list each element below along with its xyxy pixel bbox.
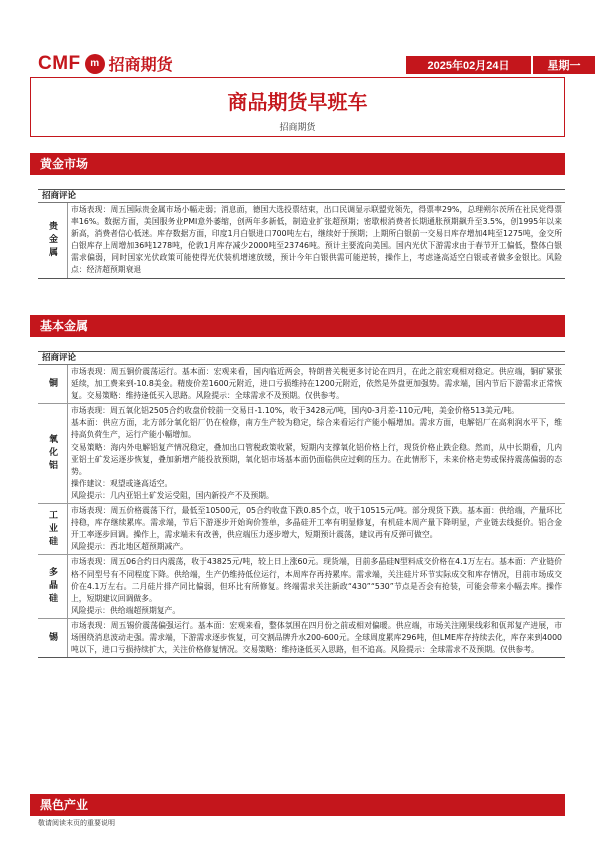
row-text: [68, 555, 565, 617]
block-header: 招商评论: [38, 352, 565, 365]
base-comment-block: [38, 351, 565, 658]
section-gold-market: 黄金市场: [30, 153, 565, 175]
paragraph: 操作建议：观望或逢高适空。: [71, 478, 173, 488]
row-name: 多晶硅: [38, 555, 68, 617]
paragraph: 市场表现：周五铜价震荡运行。基本面：宏观来看，国内临近两会，特朗普关税更多讨论在四月，在此之前宏观相对稳定。供应端，铜矿紧张延续，加工费来到-10.8美金。精废价差1600元附近，进口亏损维持在1200元附近，依然是外盘更加强势。需求端，国内节后下游需求正常恢复。交易策略：维持逢低买入思路。风险提示：全球需求不及预期。仅供参考。: [71, 367, 562, 401]
paragraph: 市场表现：周五价格震荡下行，最低至10500元，05合约收盘下跌0.85个点，收于10515元/吨。部分现货下跌。基本面：供给端，产量环比持稳，库存继续累库。需求端，节后下游逐步开始询价签单，多晶硅开工率有明显修复，有机硅本周产量下降明显，产业链去线挺价。铝合金开工率逐步回调。操作上，需求端未有改善，供应端压力逐步增大，短期预计震荡，建议再有反弹可做空。: [71, 506, 562, 540]
table-row: [38, 555, 565, 618]
page-header: [30, 48, 581, 78]
row-text: [68, 619, 565, 657]
paragraph: 市场表现：周五氧化铝2505合约收盘价较前一交易日-1.10%，收于3428元/吨，国内0-3月差-110元/吨，美金价格513美元/吨。: [71, 406, 519, 416]
paragraph: 基本面：供应方面，北方部分氧化铝厂仍在检修，南方生产较为稳定，综合来看运行产能小幅增加。需求方面，电解铝厂在高利润水平下，维持高负荷生产，运行产能小幅增加。: [71, 418, 562, 440]
logo-cn-text: 招商期货: [108, 55, 173, 74]
block-header: 招商评论: [38, 190, 565, 203]
page-subtitle: 招商期货: [279, 123, 316, 133]
row-text: [68, 365, 565, 403]
table-row: [38, 365, 565, 404]
table-row: [38, 404, 565, 504]
row-text: [68, 404, 565, 503]
report-date: 2025年02月24日: [406, 56, 531, 74]
row-name: 锡: [38, 619, 68, 657]
row-name: 贵金属: [38, 203, 68, 278]
row-text: [68, 203, 565, 278]
row-name: 工业硅: [38, 504, 68, 554]
row-name: 氧化铝: [38, 404, 68, 503]
row-text: [68, 504, 565, 554]
paragraph: 风险提示：几内亚铝土矿发运受阻，国内新投产不及预期。: [71, 490, 274, 500]
paragraph: 市场表现：周五06合约日内震荡，收于43825元/吨，较上日上涨60元。现货端，目前多晶硅N型料成交价格在4.1万左右。基本面：产业链价格不同型号有不同程度下降。供给端，生产仍维持低位运行，本周库存再持累库。需求端，关注硅片环节实际成交和库存情况，目前市场成交价在4.1万左右。二月硅片排产同比偏弱，但环比有所修复。终端需求关注新政“430”“530”节点是否会有抢装，可能会带来小幅去库。操作上，短期建议回调做多。: [71, 557, 562, 603]
page-title: 商品期货早班车: [227, 90, 368, 114]
paragraph: 风险提示：西北地区超预期减产。: [71, 542, 188, 552]
logo-mark-icon: m: [85, 54, 105, 74]
paragraph: 市场表现：周五国际贵金属市场小幅走弱；消息面，德国大选投票结束，出口民调显示联盟党领先，得票率29%，总理朔尔茨所在社民党得票率16%。数据方面，美国服务业PMI意外萎缩，创两年多新低，制造业扩张超预期；密歇根消费者长期通胀预期飙升至3.5%，创1995年以来新高，消费者信心低迷。库存数据方面，印度1月白银进口700吨左右，继续好于预期；上期所白银前一交易日库存增加4吨至1275吨，金交所白银库存上周增加36吨1278吨，伦敦1月库存减少2000吨至23746吨。预计主要流向美国。国内光伏下游需求由于春节开工偏低，整体白银需求偏弱，同时国家光伏政策可能使得光伏装机增速放缓，预计今年白银供需可能逆转，操作上，考虑逢高适空白银或者做多金银比。风险点：经济超预期衰退: [71, 205, 562, 275]
table-row: [38, 619, 565, 658]
footer-disclaimer: 敬请阅读末页的重要说明: [38, 819, 115, 827]
section-base-metals: 基本金属: [30, 315, 565, 337]
report-weekday: 星期一: [533, 56, 595, 74]
paragraph: 市场表现：周五锡价震荡偏强运行。基本面：宏观来看，整体氛围在四月份之前或相对偏暖。供应端，市场关注刚果线彩和佤邦复产进展，市场围绕消息波动走强。需求端，下游需求逐步恢复，可交割品牌升水200-600元。全球周度累库296吨，但LME库存持续去化，库存来到4000吨以下，进口亏损持续扩大，关注价格修复情况。交易策略：维持逢低买入思路，但不追高。风险提示：全球需求不及预期。仅供参考。: [71, 620, 562, 655]
company-logo: [38, 52, 173, 75]
paragraph: 交易策略：海内外电解铝复产情况稳定，叠加出口管税政策收紧，短期内支撑氧化铝价格上行，现货价格止跌企稳。然而，从中长期看，几内亚铝土矿发运逐步恢复，叠加新增产能投放预期，氧化铝市场基本面仍面临供应过剩的压力。在此情形下，未来价格走势或保持震荡偏弱的态势。: [71, 442, 562, 476]
section-black-industry: 黑色产业: [30, 794, 565, 816]
row-name: 铜: [38, 365, 68, 403]
paragraph: 风险提示：供给端超预期复产。: [71, 605, 181, 615]
title-box: [30, 77, 565, 137]
table-row: [38, 203, 565, 279]
table-row: [38, 504, 565, 555]
logo-cmf-text: CMF: [38, 52, 81, 74]
gold-comment-block: [38, 189, 565, 279]
